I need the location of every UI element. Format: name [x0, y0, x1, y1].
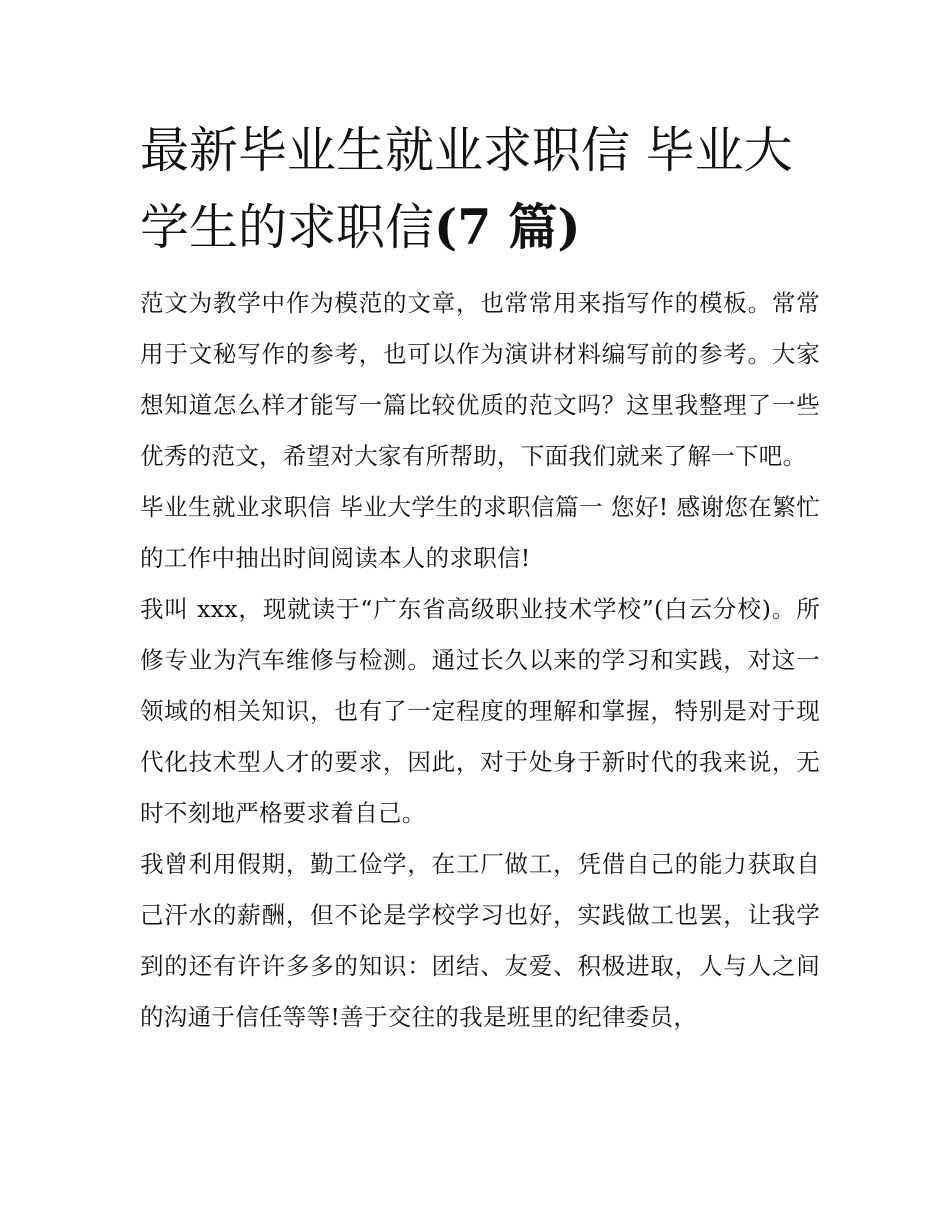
paragraph-greeting: 毕业生就业求职信 毕业大学生的求职信篇一 您好! 感谢您在繁忙的工作中抽出时间阅读本人的求职信!: [140, 493, 820, 572]
paragraph-intro: 范文为教学中作为模范的文章，也常常用来指写作的模板。常常用于文秘写作的参考，也可以作为演讲材料编写前的参考。大家想知道怎么样才能写一篇比较优质的范文吗？这里我整理了一些优秀的范文，希望对大家有所帮助，下面我们就来了解一下吧。: [140, 289, 820, 470]
title-count: (7 篇): [434, 198, 581, 256]
paragraph-self-intro: 我叫 xxx，现就读于“广东省高级职业技术学校”(白云分校)。所修专业为汽车维修与检测。通过长久以来的学习和实践，对这一领域的相关知识，也有了一定程度的理解和掌握，特别是对于现代化技术型人才的要求，因此，对于处身于新时代的我来说，无时不刻地严格要求着自己。: [140, 595, 820, 827]
paragraph-experience: 我曾利用假期，勤工俭学，在工厂做工，凭借自己的能力获取自己汗水的薪酬，但不论是学校学习也好，实践做工也罢，让我学到的还有许许多多的知识：团结、友爱、积极进取，人与人之间的沟通于信任等等!善于交往的我是班里的纪律委员，: [140, 850, 820, 1031]
document-title: [140, 112, 820, 266]
document-body: [140, 278, 820, 1043]
title-main-text: 最新毕业生就业求职信 毕业大学生的求职信: [140, 122, 793, 256]
